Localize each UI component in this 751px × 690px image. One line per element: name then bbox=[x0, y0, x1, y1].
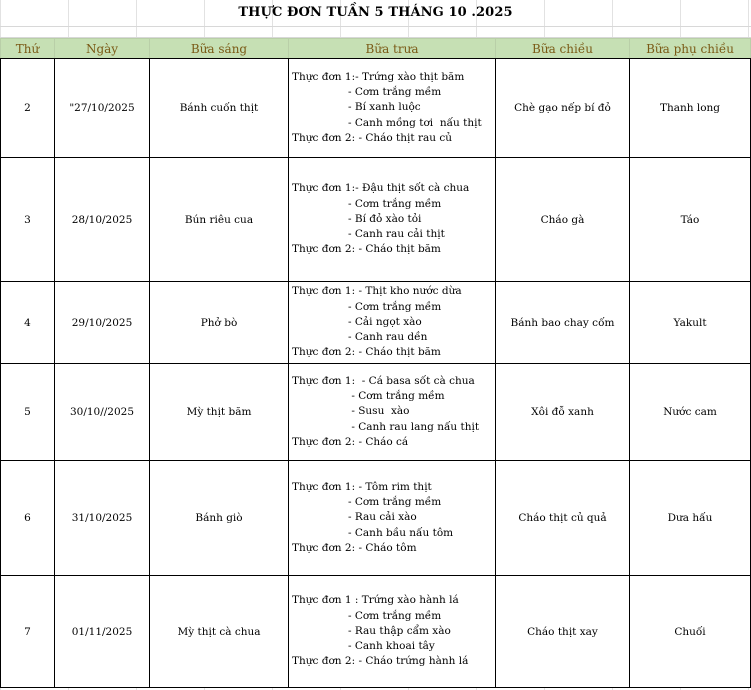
cell-bua-chieu[interactable]: Chè gạo nếp bí đỏ bbox=[496, 59, 630, 158]
table-row bbox=[1, 158, 751, 282]
cell-thu[interactable]: 2 bbox=[1, 59, 55, 158]
header-bua-chieu[interactable]: Bữa chiều bbox=[496, 39, 630, 59]
table-row bbox=[1, 461, 751, 576]
lunch-menu-line: Thực đơn 2: - Cháo trứng hành lá bbox=[292, 655, 469, 668]
cell-thu[interactable]: 3 bbox=[1, 158, 55, 282]
header-thu[interactable]: Thứ bbox=[1, 39, 55, 59]
cell-ngay[interactable]: 29/10/2025 bbox=[55, 282, 150, 364]
lunch-menu-line: - Canh khoai tây bbox=[348, 640, 435, 653]
cell-bua-sang[interactable]: Bún riêu cua bbox=[150, 158, 289, 282]
header-bua-phu-chieu[interactable]: Bữa phụ chiều bbox=[630, 39, 751, 59]
cell-thu[interactable]: 4 bbox=[1, 282, 55, 364]
cell-bua-sang[interactable]: Phở bò bbox=[150, 282, 289, 364]
lunch-menu-line: - Cơm trắng mềm bbox=[348, 390, 445, 403]
lunch-menu-line: - Canh rau cải thịt bbox=[348, 228, 445, 241]
lunch-menu-line: Thực đơn 1 : Trứng xào hành lá bbox=[292, 594, 459, 607]
menu-title: THỰC ĐƠN TUẦN 5 THÁNG 10 .2025 bbox=[0, 0, 751, 27]
cell-ngay[interactable]: 31/10/2025 bbox=[55, 461, 150, 576]
cell-bua-phu-chieu[interactable]: Dưa hấu bbox=[630, 461, 751, 576]
empty-row bbox=[0, 26, 751, 38]
lunch-menu-line: - Cơm trắng mềm bbox=[348, 86, 442, 99]
lunch-menu-line: - Canh rau dền bbox=[348, 331, 428, 344]
cell-bua-sang[interactable]: Bánh giò bbox=[150, 461, 289, 576]
cell-bua-phu-chieu[interactable]: Yakult bbox=[630, 282, 751, 364]
cell-bua-trua[interactable] bbox=[289, 158, 496, 282]
cell-bua-chieu[interactable]: Bánh bao chay cốm bbox=[496, 282, 630, 364]
header-row bbox=[1, 39, 751, 59]
lunch-menu-line: - Rau cải xào bbox=[348, 511, 417, 524]
cell-bua-phu-chieu[interactable]: Nước cam bbox=[630, 364, 751, 461]
lunch-menu-line: - Cơm trắng mềm bbox=[348, 609, 442, 622]
lunch-menu-line: - Susu xào bbox=[348, 405, 410, 418]
lunch-menu-line: Thực đơn 1:- Đậu thịt sốt cà chua bbox=[292, 182, 470, 195]
cell-bua-sang[interactable]: Mỳ thịt cà chua bbox=[150, 576, 289, 688]
header-bua-sang[interactable]: Bữa sáng bbox=[150, 39, 289, 59]
cell-bua-phu-chieu[interactable]: Thanh long bbox=[630, 59, 751, 158]
cell-bua-chieu[interactable]: Cháo thịt củ quả bbox=[496, 461, 630, 576]
cell-bua-sang[interactable]: Mỳ thịt băm bbox=[150, 364, 289, 461]
lunch-menu-line: - Bí xanh luộc bbox=[348, 101, 421, 114]
lunch-menu-line: - Canh mồng tơi nấu thịt bbox=[348, 116, 482, 129]
lunch-menu-line: Thực đơn 2: - Cháo thịt băm bbox=[292, 243, 441, 256]
cell-bua-trua[interactable] bbox=[289, 576, 496, 688]
table-row bbox=[1, 282, 751, 364]
table-row bbox=[1, 576, 751, 688]
cell-bua-phu-chieu[interactable]: Chuối bbox=[630, 576, 751, 688]
lunch-menu-line: - Canh bầu nấu tôm bbox=[348, 526, 454, 539]
lunch-menu-line: - Cơm trắng mềm bbox=[348, 496, 442, 509]
lunch-menu-line: Thực đơn 2: - Cháo thịt băm bbox=[292, 346, 441, 359]
cell-bua-chieu[interactable]: Cháo thịt xay bbox=[496, 576, 630, 688]
lunch-menu-line: Thực đơn 1: - Tôm rim thịt bbox=[292, 480, 432, 493]
lunch-menu-line: - Cơm trắng mềm bbox=[348, 197, 442, 210]
cell-ngay[interactable]: 28/10/2025 bbox=[55, 158, 150, 282]
cell-thu[interactable]: 7 bbox=[1, 576, 55, 688]
cell-ngay[interactable]: 30/10//2025 bbox=[55, 364, 150, 461]
lunch-menu-line: Thực đơn 1:- Trứng xào thịt băm bbox=[292, 70, 465, 83]
cell-thu[interactable]: 6 bbox=[1, 461, 55, 576]
cell-bua-phu-chieu[interactable]: Táo bbox=[630, 158, 751, 282]
weekly-menu-table bbox=[0, 38, 751, 688]
menu-body bbox=[1, 59, 751, 688]
lunch-menu-line: - Canh rau lang nấu thịt bbox=[348, 420, 480, 433]
cell-bua-trua[interactable] bbox=[289, 364, 496, 461]
table-row bbox=[1, 364, 751, 461]
cell-bua-trua[interactable] bbox=[289, 59, 496, 158]
header-ngay[interactable]: Ngày bbox=[55, 39, 150, 59]
cell-ngay[interactable]: "27/10/2025 bbox=[55, 59, 150, 158]
cell-bua-chieu[interactable]: Cháo gà bbox=[496, 158, 630, 282]
cell-bua-trua[interactable] bbox=[289, 461, 496, 576]
cell-bua-trua[interactable] bbox=[289, 282, 496, 364]
lunch-menu-line: - Bí đỏ xào tỏi bbox=[348, 212, 422, 225]
header-bua-trua[interactable]: Bữa trưa bbox=[289, 39, 496, 59]
lunch-menu-line: Thực đơn 1: - Cá basa sốt cà chua bbox=[292, 374, 475, 387]
table-row bbox=[1, 59, 751, 158]
lunch-menu-line: - Cải ngọt xào bbox=[348, 315, 422, 328]
lunch-menu-line: - Rau thập cẩm xào bbox=[348, 624, 451, 637]
lunch-menu-line: Thực đơn 1: - Thịt kho nước dừa bbox=[292, 285, 462, 298]
cell-thu[interactable]: 5 bbox=[1, 364, 55, 461]
lunch-menu-line: - Cơm trắng mềm bbox=[348, 300, 442, 313]
lunch-menu-line: Thực đơn 2: - Cháo thịt rau củ bbox=[292, 131, 452, 144]
cell-bua-sang[interactable]: Bánh cuốn thịt bbox=[150, 59, 289, 158]
cell-bua-chieu[interactable]: Xôi đỗ xanh bbox=[496, 364, 630, 461]
lunch-menu-line: Thực đơn 2: - Cháo cá bbox=[292, 435, 409, 448]
lunch-menu-line: Thực đơn 2: - Cháo tôm bbox=[292, 541, 417, 554]
cell-ngay[interactable]: 01/11/2025 bbox=[55, 576, 150, 688]
